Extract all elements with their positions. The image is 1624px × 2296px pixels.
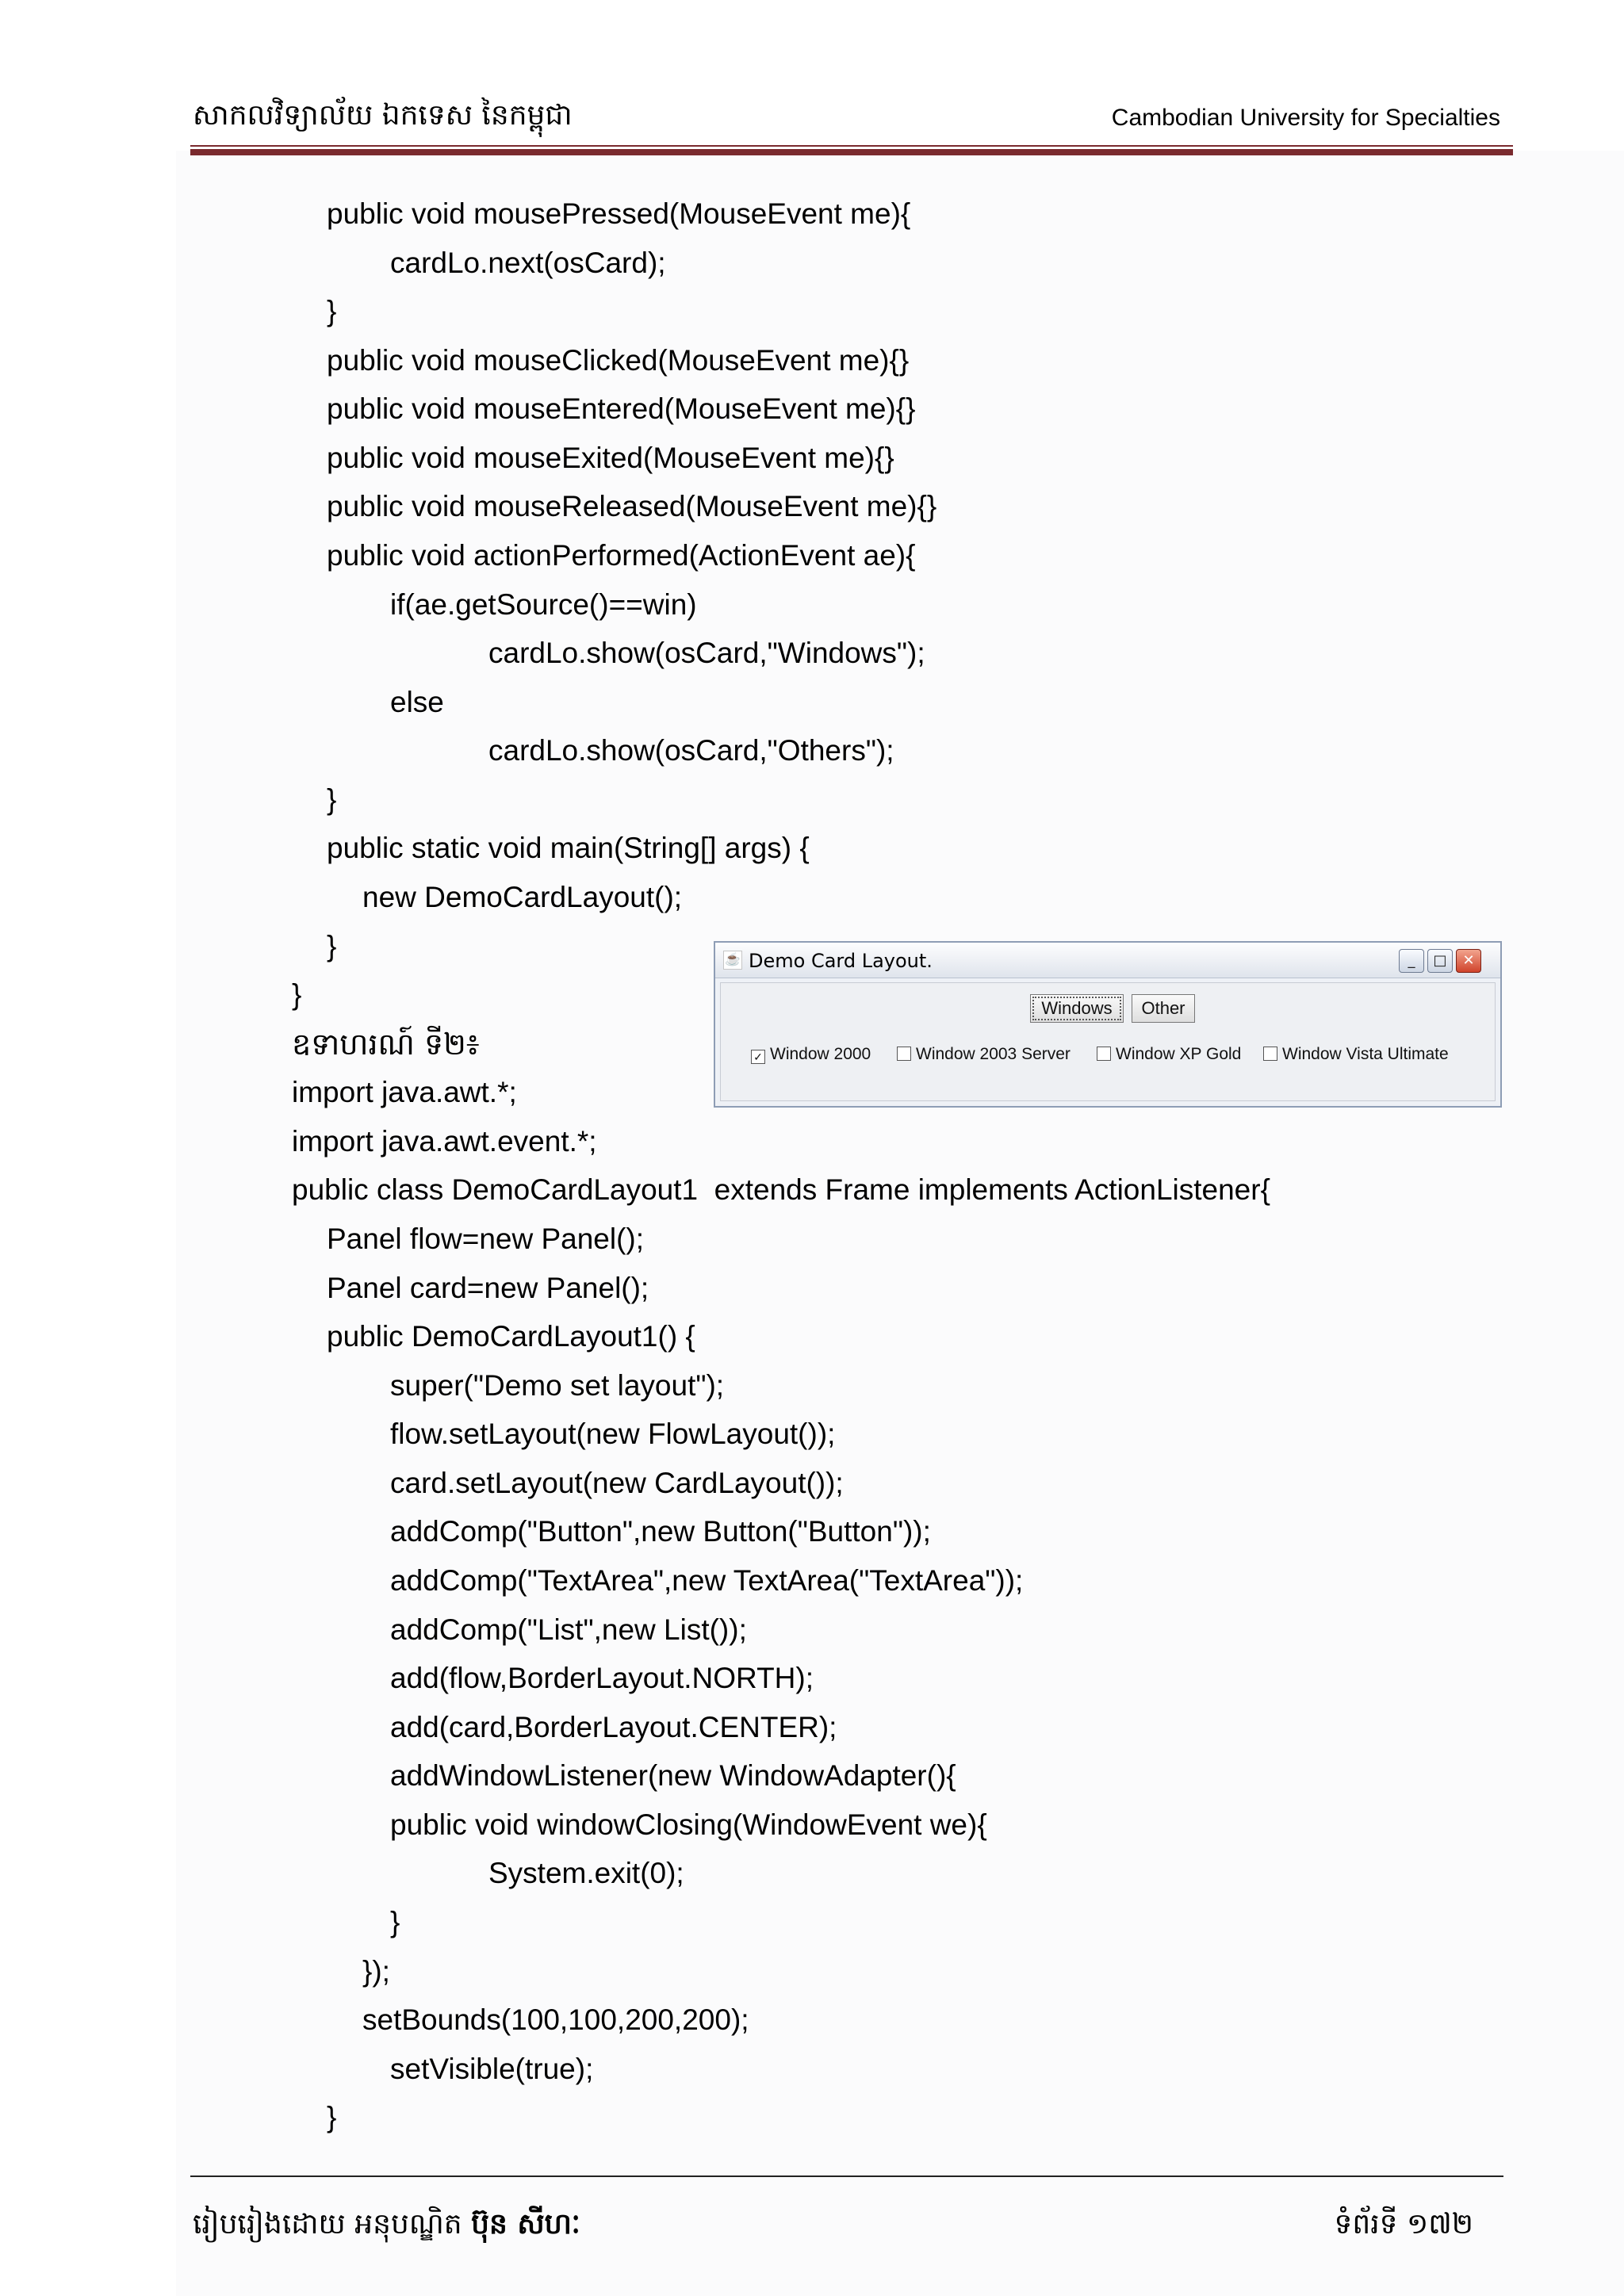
checkbox-label: Window 2000 bbox=[770, 1045, 871, 1063]
java-cup-icon: ☕ bbox=[723, 951, 742, 970]
checkbox-window-2003-server[interactable] bbox=[897, 1045, 1071, 1064]
code-line: } bbox=[327, 2101, 337, 2133]
code-line: addComp("List",new List()); bbox=[390, 1613, 747, 1646]
code-line: System.exit(0); bbox=[488, 1857, 684, 1889]
code-line: else bbox=[390, 686, 444, 718]
demo-card-layout-window bbox=[714, 941, 1502, 1108]
checkbox-window-2000[interactable] bbox=[751, 1045, 871, 1064]
code-line: }); bbox=[362, 1955, 390, 1988]
code-line: setVisible(true); bbox=[390, 2053, 594, 2085]
code-line: public void actionPerformed(ActionEvent ae){ bbox=[327, 539, 916, 572]
footer-author-name: ប៊ុន សីហៈ bbox=[471, 2208, 580, 2241]
checkbox-window-xp-gold[interactable] bbox=[1097, 1045, 1241, 1064]
code-line: } bbox=[327, 783, 337, 816]
code-line: public class DemoCardLayout1 extends Frame implements ActionListener{ bbox=[292, 1173, 1270, 1206]
code-line: addComp("TextArea",new TextArea("TextArea")); bbox=[390, 1564, 1024, 1597]
code-line: } bbox=[292, 978, 302, 1011]
windows-button[interactable]: Windows bbox=[1030, 994, 1124, 1023]
header-university-khmer: សាកលវិទ្យាល័យ ឯកទេស នៃកម្ពុជា bbox=[193, 99, 573, 132]
code-line: Panel card=new Panel(); bbox=[327, 1272, 649, 1304]
close-icon[interactable]: ✕ bbox=[1456, 949, 1481, 973]
checkbox-unchecked-icon bbox=[897, 1047, 911, 1061]
checkbox-window-vista-ultimate[interactable] bbox=[1263, 1045, 1449, 1064]
header-university-english: Cambodian University for Specialties bbox=[1111, 105, 1500, 131]
code-line: import java.awt.*; bbox=[292, 1076, 517, 1108]
checkbox-label: Window Vista Ultimate bbox=[1282, 1045, 1449, 1063]
code-line: public void mouseExited(MouseEvent me){} bbox=[327, 442, 894, 474]
header-divider-thick bbox=[190, 149, 1513, 155]
other-button[interactable]: Other bbox=[1132, 994, 1195, 1023]
code-line: } bbox=[327, 930, 337, 962]
code-line: } bbox=[327, 295, 337, 327]
code-line: public void mouseClicked(MouseEvent me){} bbox=[327, 344, 910, 377]
code-line: Panel flow=new Panel(); bbox=[327, 1223, 645, 1255]
footer-author bbox=[193, 2206, 580, 2248]
code-line: flow.setLayout(new FlowLayout()); bbox=[390, 1418, 836, 1450]
maximize-icon[interactable]: □ bbox=[1427, 949, 1453, 973]
code-line: add(card,BorderLayout.CENTER); bbox=[390, 1711, 837, 1743]
footer-author-prefix: រៀបរៀងដោយ អនុបណ្ឌិត bbox=[193, 2208, 462, 2241]
code-line: cardLo.show(osCard,"Others"); bbox=[488, 734, 894, 767]
code-line: if(ae.getSource()==win) bbox=[390, 588, 697, 621]
code-line: public void mouseEntered(MouseEvent me){} bbox=[327, 392, 916, 425]
window-titlebar[interactable] bbox=[715, 943, 1500, 978]
code-line: public void windowClosing(WindowEvent we){ bbox=[390, 1808, 987, 1841]
window-title: Demo Card Layout. bbox=[749, 950, 933, 972]
code-line: public DemoCardLayout1() { bbox=[327, 1320, 695, 1353]
code-line: import java.awt.event.*; bbox=[292, 1125, 597, 1158]
code-line: setBounds(100,100,200,200); bbox=[362, 2003, 749, 2036]
code-line: public void mousePressed(MouseEvent me){ bbox=[327, 197, 911, 230]
code-line: public void mouseReleased(MouseEvent me){} bbox=[327, 490, 937, 522]
code-line: cardLo.next(osCard); bbox=[390, 247, 666, 279]
example-heading: ឧទាហរណ៍ ទី២៖ bbox=[292, 1027, 480, 1062]
code-line: super("Demo set layout"); bbox=[390, 1369, 725, 1402]
checkbox-label: Window 2003 Server bbox=[916, 1045, 1071, 1063]
footer-page-number: ទំព័រទី ១៧២ bbox=[1334, 2208, 1473, 2241]
code-line: add(flow,BorderLayout.NORTH); bbox=[390, 1662, 814, 1694]
code-line: card.setLayout(new CardLayout()); bbox=[390, 1467, 844, 1499]
code-line: public static void main(String[] args) { bbox=[327, 832, 810, 864]
minimize-icon[interactable]: _ bbox=[1399, 949, 1424, 973]
checkbox-unchecked-icon bbox=[1263, 1047, 1277, 1061]
checkbox-checked-icon: ✓ bbox=[751, 1050, 765, 1064]
checkbox-label: Window XP Gold bbox=[1116, 1045, 1242, 1063]
code-line: } bbox=[390, 1906, 400, 1938]
window-content bbox=[720, 982, 1496, 1101]
code-line: addWindowListener(new WindowAdapter(){ bbox=[390, 1759, 956, 1792]
footer-divider bbox=[190, 2175, 1503, 2177]
code-line: cardLo.show(osCard,"Windows"); bbox=[488, 637, 925, 669]
code-line: new DemoCardLayout(); bbox=[362, 881, 683, 913]
header-divider-thin bbox=[190, 145, 1513, 147]
checkbox-unchecked-icon bbox=[1097, 1047, 1111, 1061]
code-line: addComp("Button",new Button("Button")); bbox=[390, 1515, 931, 1548]
